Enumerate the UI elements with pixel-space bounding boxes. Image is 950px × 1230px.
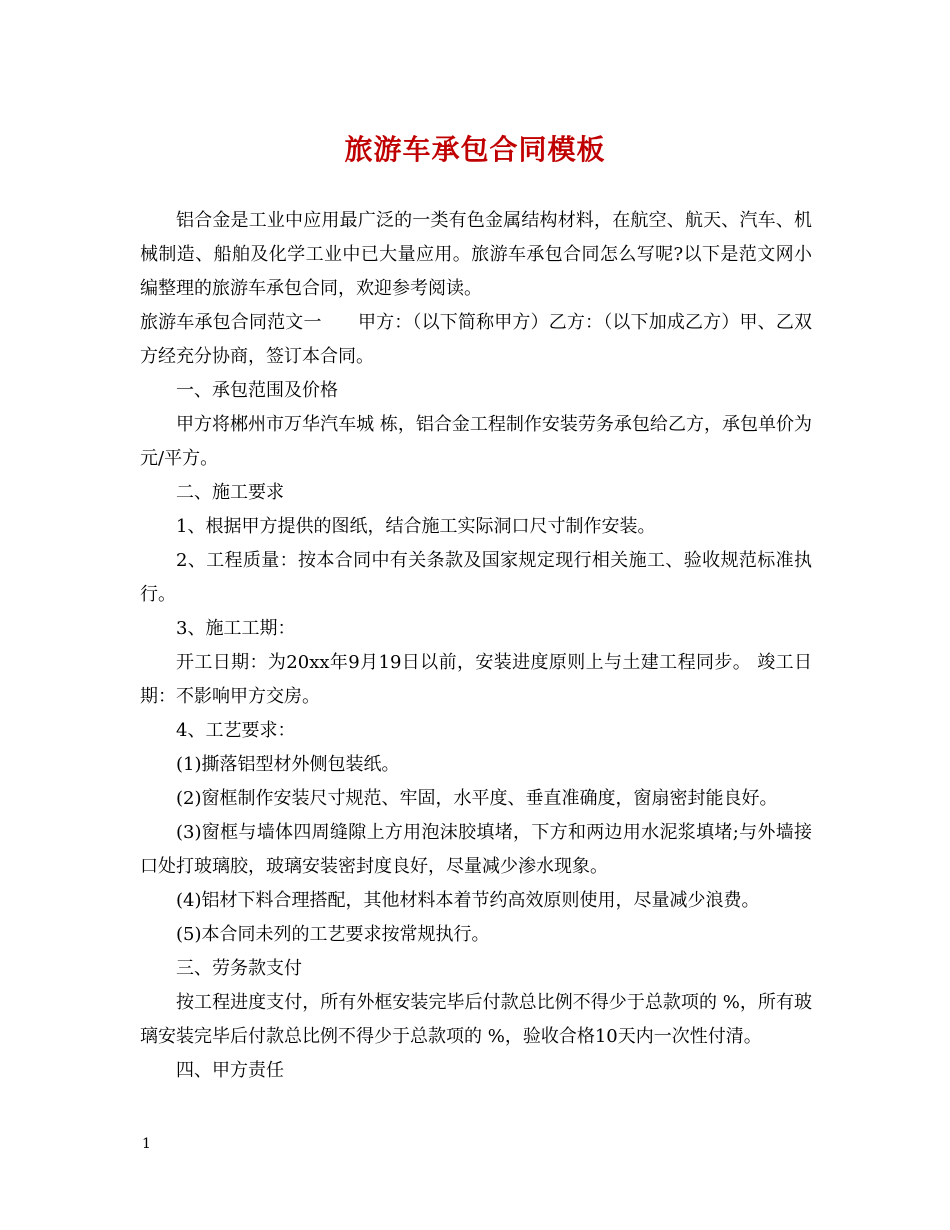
document-body	[140, 204, 812, 1088]
section-2-title: 二、施工要求	[176, 482, 284, 503]
section-4-title: 四、甲方责任	[176, 1060, 284, 1081]
requirement-item-3-detail: 开工日期：为20xx年9月19日以前，安装进度原则上与土建工程同步。 竣工日期：不影响甲方交房。	[140, 652, 812, 707]
requirement-item-4: 4、工艺要求：	[176, 720, 296, 741]
section-3-title: 三、劳务款支付	[176, 958, 302, 979]
section-3-text: 按工程进度支付，所有外框安装完毕后付款总比例不得少于总款项的 %，所有玻璃安装完毕后付款总比例不得少于总款项的 %，验收合格10天内一次性付清。	[140, 992, 812, 1047]
craft-item-1: (1)撕落铝型材外侧包装纸。	[176, 754, 400, 775]
craft-item-2: (2)窗框制作安装尺寸规范、牢固，水平度、垂直准确度，窗扇密封能良好。	[176, 788, 778, 809]
document-title: 旅游车承包合同模板	[344, 133, 606, 166]
sample-heading-paragraph: 旅游车承包合同范文一 甲方：（以下简称甲方）乙方：（以下加成乙方）甲、乙双方经充分协商，签订本合同。	[140, 312, 812, 367]
craft-item-4: (4)铝材下料合理搭配，其他材料本着节约高效原则使用，尽量减少浪费。	[176, 890, 760, 911]
craft-item-5: (5)本合同未列的工艺要求按常规执行。	[176, 924, 490, 945]
intro-paragraph: 铝合金是工业中应用最广泛的一类有色金属结构材料，在航空、航天、汽车、机械制造、船舶及化学工业中已大量应用。旅游车承包合同怎么写呢?以下是范文网小编整理的旅游车承包合同，欢迎参考阅读。	[140, 210, 812, 299]
requirement-item-3: 3、施工工期：	[176, 618, 296, 639]
page-number: 1	[142, 1136, 151, 1152]
requirement-item-2: 2、工程质量：按本合同中有关条款及国家规定现行相关施工、验收规范标准执行。	[140, 550, 812, 605]
craft-item-3: (3)窗框与墙体四周缝隙上方用泡沫胶填堵，下方和两边用水泥浆填堵;与外墙接口处打玻璃胶，玻璃安装密封度良好，尽量减少渗水现象。	[140, 822, 812, 877]
requirement-item-1: 1、根据甲方提供的图纸，结合施工实际洞口尺寸制作安装。	[176, 516, 656, 537]
section-1-title: 一、承包范围及价格	[176, 380, 338, 401]
section-1-text: 甲方将郴州市万华汽车城 栋，铝合金工程制作安装劳务承包给乙方，承包单价为 元/平方。	[140, 414, 812, 469]
